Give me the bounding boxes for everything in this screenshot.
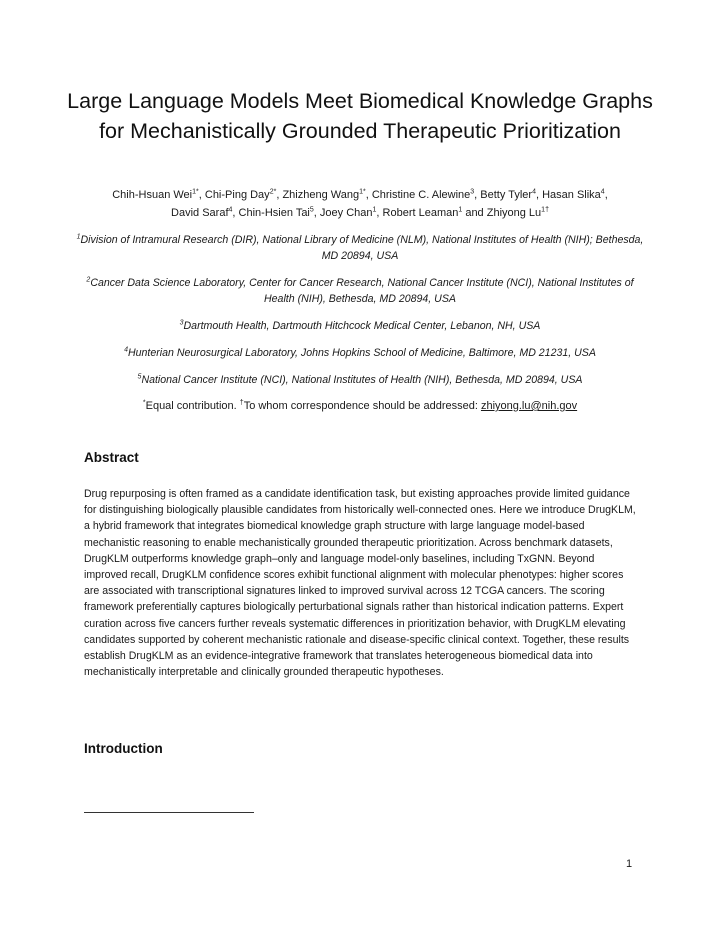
author: Zhiyong $Lu^{1\dagger}$ — [486, 206, 549, 219]
page-number: 1 — [626, 858, 633, 870]
abstract-body: Drug repurposing is often framed as a candidate identification task, but existing approaches provide limited guidance for distinguishing biologically plausible candidates from historically well-connected ones. Here we introduce DrugKLM, a hybrid framework that integrates biomedical knowledge graph structure with large language model-based mechanistic reasoning to enable mechanistically grounded therapeutic prioritization. Across benchmark datasets, DrugKLM outperforms knowledge graph–only and language model-only baselines, including TxGNN. Beyond improved recall, DrugKLM confidence scores exhibit functional alignment with molecular phenotypes: higher scores are associated with transcriptional signatures linked to improved survival across 12 TCGA cancers. The scoring framework preferentially captures biologically perturbational signals rather than historical indication patterns. Expert curation across five cancers further reveals systematic differences in prioritization behavior, with DrugKLM elevating candidates supported by coherent mechanistic rationale and disease-specific clinical context. Together, these results establish DrugKLM as an evidence-integrative framework that translates heterogeneous biomedical data into mechanistically interpretable and clinically grounded therapeutic hypotheses. — [84, 488, 636, 679]
footnote-divider — [84, 812, 254, 813]
affiliation-5: $^5$National Cancer Institute (NCI), National Institutes of Health (NIH), Bethesda, MD 20894, USA — [137, 373, 583, 386]
introduction-heading: Introduction — [84, 741, 163, 756]
abstract-heading: Abstract — [84, 450, 139, 465]
author: Chin-Hsien Tai$^5$, — [238, 206, 320, 219]
author: Joey Chan$^1$, — [319, 206, 383, 219]
author-line-2 — [70, 204, 650, 222]
affiliation-3: $^3$Dartmouth Health, Dartmouth Hitchcock Medical Center, Lebanon, NH, USA — [179, 319, 541, 332]
author-line-1 — [70, 186, 650, 204]
author: Chi-Ping Day$^{2*}$, — [204, 188, 283, 201]
correspondence-note: *Equal contribution. †To whom correspondence should be addressed: zhiyong.lu@nih.gov — [142, 399, 578, 412]
author: Hasan Slika$^4$, — [542, 188, 608, 201]
affiliation-2: $^2$Cancer Data Science Laboratory, Center for Cancer Research, National Cancer Institute (NCI), National Institutes of Health (NIH), Bethesda, MD 20894, USA — [86, 276, 634, 305]
author: Robert Leaman$^1$ and — [382, 206, 487, 219]
author: Zhizheng Wang$^{1*}$, — [282, 188, 372, 201]
correspondence-email-link[interactable]: zhiyong.lu@nih.gov — [480, 400, 578, 412]
author-list — [70, 186, 650, 222]
affiliation-1: $^1$Division of Intramural Research (DIR), National Library of Medicine (NLM), National Institutes of Health (NIH); Bethesda, MD 20894, USA — [76, 233, 644, 262]
paper-title: Large Language Models Meet Biomedical Knowledge Graphs for Mechanistically Grounded Therapeutic Prioritization — [67, 89, 653, 143]
author: Chih-Hsuan Wei$^{1*}$, — [112, 188, 205, 201]
author: Betty Tyler$^4$, — [480, 188, 543, 201]
affiliation-4: $^4$Hunterian Neurosurgical Laboratory, Johns Hopkins School of Medicine, Baltimore, MD 21231, USA — [124, 346, 596, 359]
author: David Saraf$^4$, — [171, 206, 239, 219]
author: Christine C. Alewine$^3$, — [371, 188, 481, 201]
